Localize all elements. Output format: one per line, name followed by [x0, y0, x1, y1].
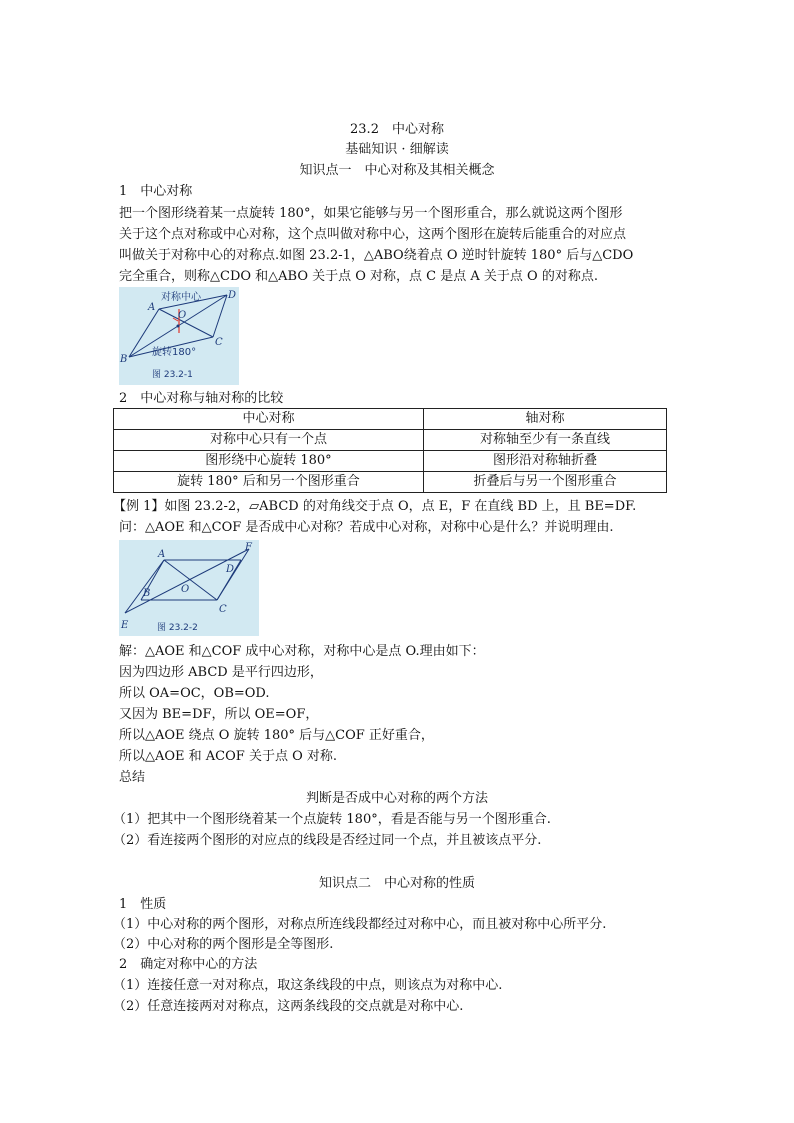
s1-para-line: 把一个图形绕着某一点旋转 180°，如果它能够与另一个图形重合，那么就说这两个图形: [119, 206, 623, 221]
solution-line: 所以△AOE 绕点 O 旋转 180° 后与△COF 正好重合，: [119, 728, 434, 743]
table-header-cell: 中心对称: [114, 409, 424, 430]
fig1-label-o: O: [178, 310, 187, 321]
figure-23-2-1: [119, 287, 239, 385]
table-row: [114, 451, 667, 472]
property-item: （2）中心对称的两个图形是全等图形.: [113, 937, 334, 952]
table-header-cell: 轴对称: [423, 409, 666, 430]
s1-para-line: 叫做关于对称中心的对称点.如图 23.2-1，△ABO绕着点 O 逆时针旋转 180° 后与△CDO: [119, 248, 634, 263]
example1-line: 【例 1】如图 23.2-2，▱ABCD 的对角线交于点 O，点 E，F 在直线 BD 上，且 BE=DF.: [113, 499, 637, 514]
solution-line: 所以 OA=OC，OB=OD.: [119, 686, 270, 701]
fig1-label-b: B: [120, 354, 128, 365]
fig1-caption: 图 23.2-1: [152, 370, 193, 380]
fig2-label-o: O: [181, 584, 190, 595]
table-header-row: [114, 409, 667, 430]
method-heading: 2 确定对称中心的方法: [119, 957, 258, 972]
section2-title: 知识点二 中心对称的性质: [318, 876, 475, 891]
table-row: [114, 472, 667, 493]
summary-label: 总结: [119, 770, 146, 785]
table-cell: 旋转 180° 后和另一个图形重合: [114, 472, 424, 493]
summary-item: （2）看连接两个图形的对应点的线段是否经过同一个点，并且被该点平分.: [113, 833, 542, 848]
fig1-label-a: A: [148, 302, 156, 313]
property-item: （1）中心对称的两个图形，对称点所连线段都经过对称中心，而且被对称中心所平分.: [113, 917, 607, 932]
fig2-label-b: B: [143, 588, 151, 599]
table-row: [114, 430, 667, 451]
solution-line: 又因为 BE=DF，所以 OE=OF，: [119, 707, 319, 722]
fig1-label-rotate: 旋转180°: [152, 347, 197, 358]
figure-23-2-2: [119, 540, 259, 636]
solution-line: 所以△AOE 和 ACOF 关于点 O 对称.: [119, 749, 337, 764]
table-cell: 图形绕中心旋转 180°: [114, 451, 424, 472]
s1-para-line: 关于这个点对称或中心对称，这个点叫做对称中心，这两个图形在旋转后能重合的对应点: [119, 227, 627, 242]
fig2-label-e: E: [121, 620, 129, 631]
lesson-title: 23.2 中心对称: [350, 122, 444, 137]
s2-heading: 2 中心对称与轴对称的比较: [119, 391, 284, 406]
fig1-label-center: 对称中心: [161, 292, 201, 303]
fig1-label-c: C: [215, 337, 223, 348]
solution-line: 解：△AOE 和△COF 成中心对称，对称中心是点 O.理由如下：: [119, 644, 485, 659]
fig2-caption: 图 23.2-2: [157, 623, 198, 633]
table-cell: 折叠后与另一个图形重合: [423, 472, 666, 493]
s1-para-line: 完全重合，则称△CDO 和△ABO 关于点 O 对称，点 C 是点 A 关于点 O 的对称点.: [119, 269, 598, 284]
table-cell: 对称轴至少有一条直线: [423, 430, 666, 451]
s1-heading: 1 中心对称: [119, 184, 193, 199]
summary-item: （1）把其中一个图形绕着某一个点旋转 180°，看是否能与另一个图形重合.: [113, 812, 551, 827]
comparison-table: [113, 408, 667, 493]
table-cell: 对称中心只有一个点: [114, 430, 424, 451]
method-item: （2）任意连接两对对称点，这两条线段的交点就是对称中心.: [113, 999, 464, 1014]
fig1-label-d: D: [228, 290, 237, 301]
table-cell: 图形沿对称轴折叠: [423, 451, 666, 472]
fig2-label-a: A: [158, 549, 166, 560]
method-item: （1）连接任意一对对称点，取这条线段的中点，则该点为对称中心.: [113, 978, 503, 993]
solution-line: 因为四边形 ABCD 是平行四边形，: [119, 665, 323, 680]
fig2-label-d: D: [226, 564, 235, 575]
properties-heading: 1 性质: [119, 897, 167, 912]
lesson-subtitle: 基础知识 · 细解读: [345, 142, 449, 157]
section1-title: 知识点一 中心对称及其相关概念: [299, 163, 495, 178]
example1-line: 问：△AOE 和△COF 是否成中心对称？若成中心对称，对称中心是什么？并说明理由.: [119, 520, 614, 535]
fig2-label-c: C: [219, 604, 227, 615]
fig2-label-f: F: [245, 542, 252, 553]
summary-title: 判断是否成中心对称的两个方法: [305, 791, 488, 806]
